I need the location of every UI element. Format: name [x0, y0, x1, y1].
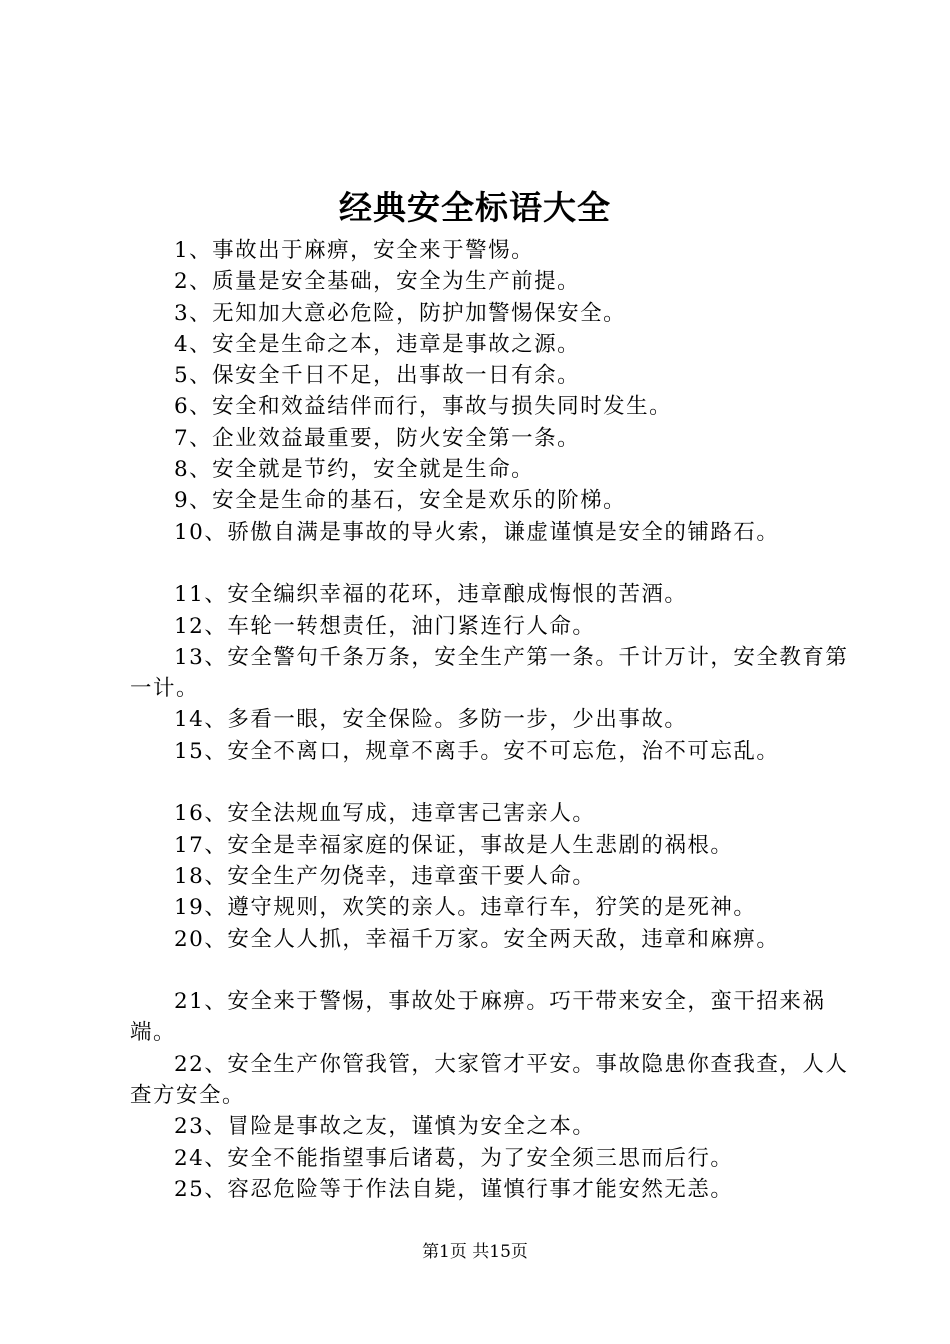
list-item: 2、质量是安全基础，安全为生产前提。 [174, 269, 581, 295]
list-item: 16、安全法规血写成，违章害己害亲人。 [174, 801, 596, 827]
list-item: 15、安全不离口，规章不离手。安不可忘危，治不可忘乱。 [174, 738, 780, 764]
list-item: 12、车轮一转想责任，油门紧连行人命。 [174, 613, 596, 639]
list-item: 14、多看一眼，安全保险。多防一步，少出事故。 [174, 707, 688, 733]
list-item: 22、安全生产你管我管，大家管才平安。事故隐患你查我查，人人查方安全。 [130, 1051, 849, 1109]
list-item: 4、安全是生命之本，违章是事故之源。 [174, 331, 581, 357]
list-item: 6、安全和效益结伴而行，事故与损失同时发生。 [174, 394, 673, 420]
list-item: 24、安全不能指望事后诸葛，为了安全须三思而后行。 [174, 1145, 734, 1171]
slogan-list [130, 235, 850, 1205]
list-item: 9、安全是生命的基石，安全是欢乐的阶梯。 [174, 488, 627, 514]
list-item: 21、安全来于警惕，事故处于麻痹。巧干带来安全，蛮干招来祸端。 [130, 989, 826, 1046]
document-title: 经典安全标语大全 [339, 188, 611, 227]
list-item: 3、无知加大意必危险，防护加警惕保安全。 [174, 300, 627, 326]
list-item: 18、安全生产勿侥幸，违章蛮干要人命。 [174, 863, 596, 889]
list-item: 25、容忍危险等于作法自毙，谨慎行事才能安然无恙。 [174, 1176, 734, 1202]
list-item: 11、安全编织幸福的花环，违章酿成悔恨的苦酒。 [174, 582, 688, 608]
list-item: 1、事故出于麻痹，安全来于警惕。 [174, 238, 535, 263]
paragraph-gap [130, 548, 850, 579]
list-item: 7、企业效益最重要，防火安全第一条。 [174, 425, 581, 451]
list-item: 20、安全人人抓，幸福千万家。安全两天敌，违章和麻痹。 [174, 926, 780, 952]
list-item: 19、遵守规则，欢笑的亲人。违章行车，狞笑的是死神。 [174, 895, 757, 921]
list-item: 23、冒险是事故之友，谨慎为安全之本。 [174, 1114, 596, 1140]
paragraph-gap [130, 767, 850, 798]
list-item: 5、保安全千日不足，出事故一日有余。 [174, 363, 581, 389]
list-item: 8、安全就是节约，安全就是生命。 [174, 457, 535, 483]
page-number-footer: 第1页 共15页 [422, 1242, 528, 1262]
list-item: 13、安全警句千条万条，安全生产第一条。千计万计，安全教育第一计。 [130, 644, 849, 702]
list-item: 17、安全是幸福家庭的保证，事故是人生悲剧的祸根。 [174, 832, 734, 858]
list-item: 10、骄傲自满是事故的导火索，谦虚谨慎是安全的铺路石。 [174, 519, 780, 545]
paragraph-gap [130, 955, 850, 986]
